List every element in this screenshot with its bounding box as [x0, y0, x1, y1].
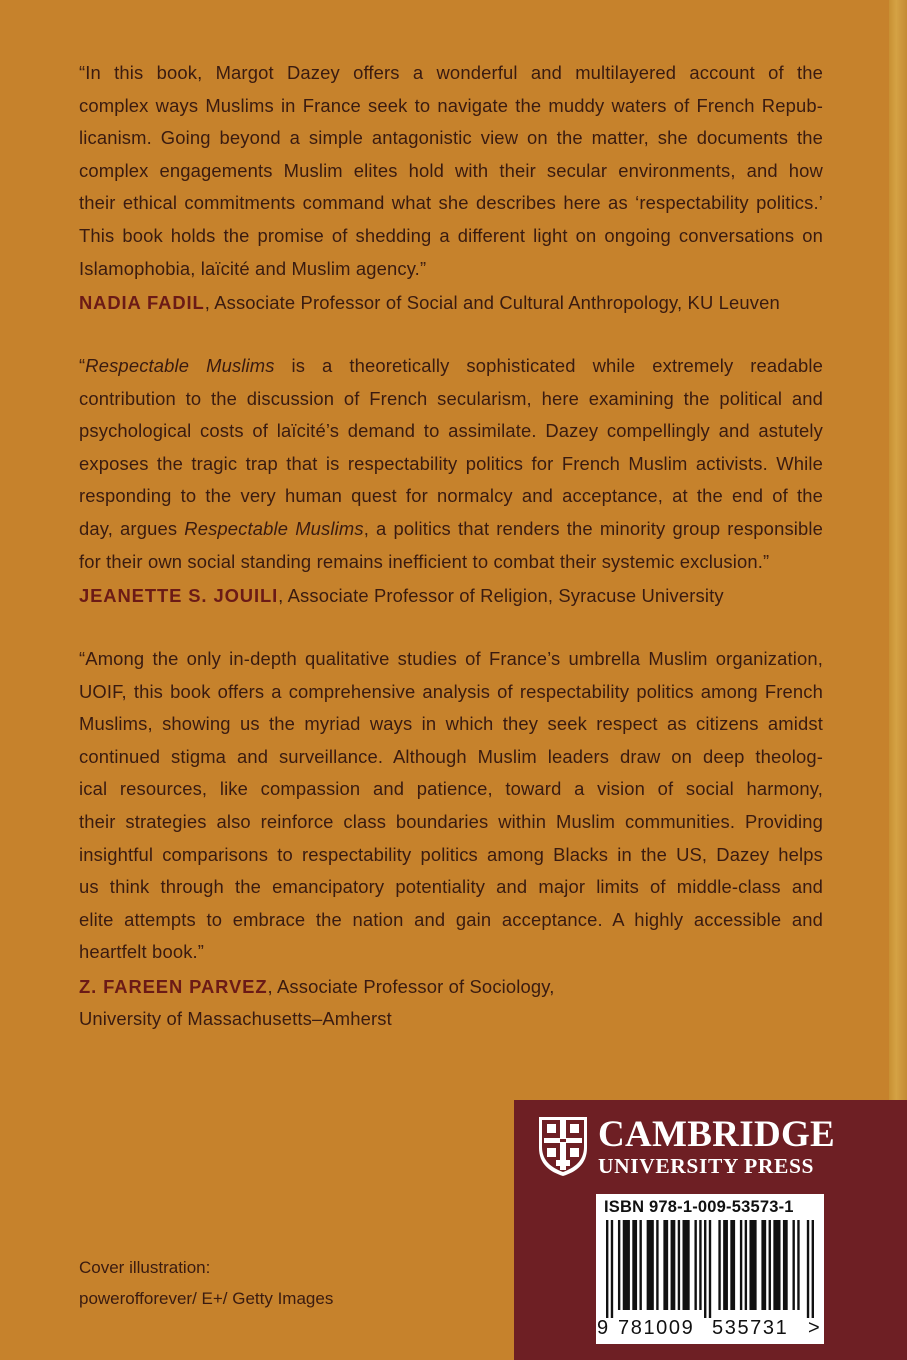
barcode-bar: [730, 1220, 735, 1310]
barcode-bar: [709, 1220, 711, 1318]
barcode-bar: [632, 1220, 637, 1310]
quote-line: complex engagements Muslim elites hold with their secular environments, and how: [79, 159, 823, 181]
barcode-bar: [618, 1220, 620, 1310]
barcode-bar: [683, 1220, 690, 1310]
barcode-bars: [604, 1220, 816, 1318]
barcode-bar: [611, 1220, 613, 1318]
author-name: Z. FAREEN PARVEZ: [79, 975, 268, 997]
publisher-name-line2: UNIVERSITY PRESS: [598, 1154, 815, 1178]
quote-line: complex ways Muslims in France seek to navigate the muddy waters of French Repub-: [79, 94, 823, 116]
quote-line: elite attempts to embrace the nation and gain acceptance. A highly accessible and: [79, 908, 823, 930]
barcode-bar: [699, 1220, 701, 1310]
barcode-bar: [769, 1220, 771, 1310]
barcode-bar: [606, 1220, 608, 1318]
barcode-digit-group-2: 535731: [712, 1317, 789, 1339]
cambridge-shield-icon: [536, 1114, 590, 1178]
barcode-digits: [596, 1314, 824, 1342]
quote-line: insightful comparisons to respectability politics among Blacks in the US, Dazey helps: [79, 843, 823, 865]
barcode-bar: [740, 1220, 742, 1310]
barcode-bar: [671, 1220, 676, 1310]
quote-line: heartfelt book.”: [79, 941, 205, 963]
quote-line: us think through the emancipatory potentiality and major limits of middle-class and: [79, 876, 823, 898]
endorsement-1: [79, 57, 823, 319]
author-affiliation: , Associate Professor of Sociology,: [267, 975, 555, 997]
barcode-bar: [694, 1220, 696, 1310]
quote-line: This book holds the promise of shedding a different light on ongoing conversations on: [79, 224, 823, 246]
endorsement-3-attribution: [79, 971, 823, 1035]
publisher-name-line1: CAMBRIDGE: [598, 1114, 836, 1155]
credit-line-1: Cover illustration:: [79, 1258, 211, 1277]
author-name: NADIA FADIL: [79, 292, 205, 314]
publisher-panel: [514, 1100, 907, 1360]
quote-text: is a theoretically sophisticated while extremely readable: [274, 355, 824, 376]
barcode-bar: [663, 1220, 668, 1310]
author-name: JEANETTE S. JOUILI: [79, 585, 279, 607]
quote-line: UOIF, this book offers a comprehensive analysis of respectability politics among French: [79, 680, 823, 702]
barcode-bar: [783, 1220, 788, 1310]
cover-illustration-credit: [79, 1252, 333, 1314]
quote-line: contribution to the discussion of French secularism, here examining the political and: [79, 387, 823, 409]
endorsement-1-quote: [79, 57, 823, 285]
quote-text: , a politics that renders the minority group responsible: [363, 517, 824, 539]
publisher-name: [598, 1116, 835, 1178]
quote-line: their ethical commitments command what she describes here as ‘respectability politics.’: [79, 192, 823, 214]
barcode-bar: [647, 1220, 654, 1310]
barcode-quiet-zone-marker: >: [808, 1317, 820, 1339]
barcode-bar: [639, 1220, 641, 1310]
barcode-digit-first: 9: [597, 1317, 609, 1339]
author-affiliation: , Associate Professor of Religion, Syracuse University: [278, 585, 724, 607]
barcode-bar: [718, 1220, 720, 1310]
endorsement-3-quote: [79, 643, 823, 969]
quote-line: “Among the only in-depth qualitative studies of France’s umbrella Muslim organization,: [79, 648, 823, 669]
author-affiliation-line2: University of Massachusetts–Amherst: [79, 1007, 392, 1029]
credit-line-2: powerofforever/ E+/ Getty Images: [79, 1289, 334, 1308]
endorsement-2-quote: [79, 350, 823, 578]
quote-line: Islamophobia, laïcité and Muslim agency.”: [79, 257, 427, 279]
publisher-logo: [536, 1110, 886, 1180]
book-title-italic: Respectable Muslims: [184, 517, 364, 539]
quote-line: [79, 513, 823, 546]
quote-line: “In this book, Margot Dazey offers a wonderful and multilayered account of the: [79, 62, 823, 83]
isbn-barcode: [596, 1194, 824, 1344]
quote-line: their strategies also reinforce class boundaries within Muslim communities. Providing: [79, 810, 823, 832]
quote-line: Muslims, showing us the myriad ways in which they seek respect as citizens amidst: [79, 713, 823, 735]
barcode-bar: [656, 1220, 658, 1310]
endorsement-2-attribution: [79, 580, 823, 612]
quote-line: ical resources, like compassion and patience, toward a vision of social harmony,: [79, 778, 823, 800]
quote-line: responding to the very human quest for normalcy and acceptance, at the end of the: [79, 485, 823, 507]
quote-line: continued stigma and surveillance. Although Muslim leaders draw on deep theolog-: [79, 745, 823, 767]
endorsement-2: [79, 350, 823, 612]
quote-line: licanism. Going beyond a simple antagonistic view on the matter, she documents the: [79, 127, 823, 149]
barcode-bar: [749, 1220, 756, 1310]
quote-line: for their own social standing remains inefficient to combat their systemic exclusion.”: [79, 550, 770, 572]
quote-text: day, argues: [79, 517, 185, 539]
barcode-bar: [797, 1220, 799, 1310]
endorsement-3: [79, 643, 823, 1035]
barcode-bar: [704, 1220, 706, 1318]
barcode-digit-group-1: 781009: [618, 1317, 695, 1339]
barcode-bar: [812, 1220, 814, 1318]
barcode-bar: [807, 1220, 809, 1318]
isbn-label: ISBN 978-1-009-53573-1: [604, 1198, 794, 1216]
quote-line: exposes the tragic trap that is respectability politics for French Muslim activists. While: [79, 452, 823, 474]
book-title-italic: Respectable Muslims: [85, 355, 275, 376]
barcode-bar: [723, 1220, 728, 1310]
cover-edge-strip: [889, 0, 907, 1100]
barcode-bar: [792, 1220, 794, 1310]
quote-text: “: [79, 355, 86, 376]
barcode-bar: [745, 1220, 747, 1310]
endorsement-1-attribution: [79, 287, 823, 319]
author-affiliation: , Associate Professor of Social and Cultural Anthropology, KU Leuven: [204, 292, 780, 314]
quote-line: [79, 350, 823, 383]
barcode-bar: [773, 1220, 780, 1310]
quote-line: psychological costs of laïcité’s demand to assimilate. Dazey compellingly and astutely: [79, 420, 823, 442]
barcode-bar: [761, 1220, 766, 1310]
barcode-bar: [678, 1220, 680, 1310]
barcode-bar: [623, 1220, 630, 1310]
